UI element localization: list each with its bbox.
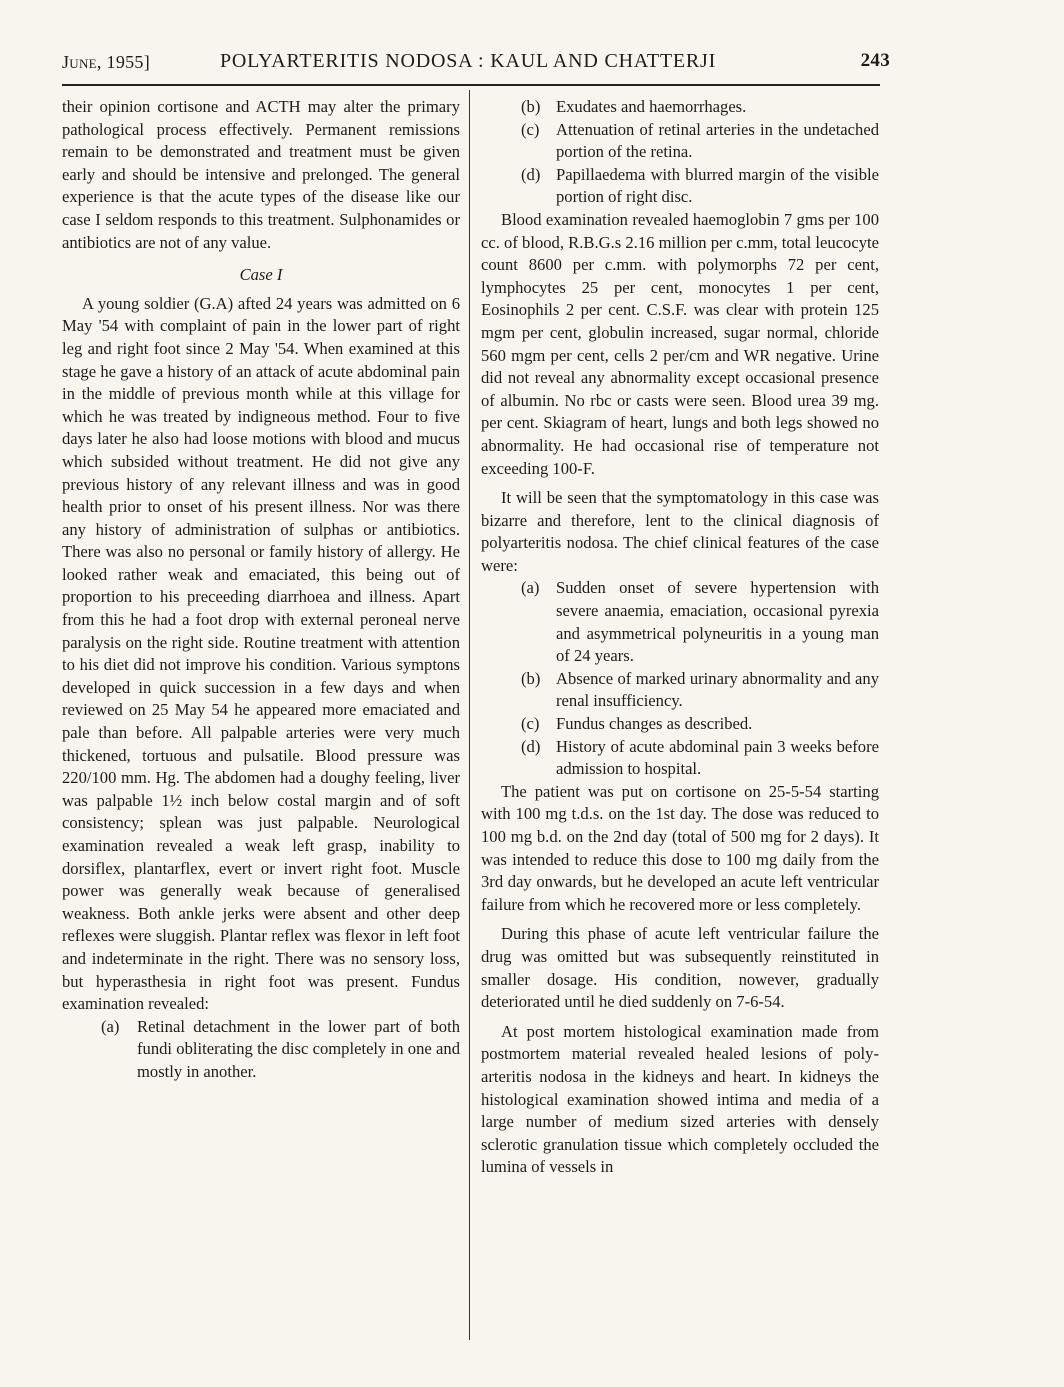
- list-item: [481, 736, 879, 781]
- list-item: [481, 119, 879, 164]
- post-mortem-paragraph: At post mortem histological examination made from postmortem material revealed healed lesions of poly-arteritis nodosa in the kidneys and heart. In kidneys the histological examination showed intima and media of a large number of medium sized arteries with densely sclerotic granulation tissue which completely occluded the lumina of vessels in: [481, 1021, 879, 1177]
- journal-date: June, 1955]: [62, 52, 151, 72]
- header-rule: [62, 84, 880, 86]
- list-text: Retinal detachment in the lower part of both fundi obliterating the disc completely in one and mostly in another.: [137, 1016, 460, 1081]
- list-item: [481, 164, 879, 209]
- list-item: [481, 668, 879, 713]
- list-marker: (d): [521, 736, 541, 756]
- symptomatology-paragraph: It will be seen that the symptomatology in this case was bizarre and therefore, lent to the clinical diagnosis of polyarteritis nodosa. The chief clinical features of the case were:: [481, 488, 879, 575]
- list-item: [481, 713, 879, 736]
- list-marker: (a): [521, 578, 540, 598]
- list-marker: (b): [521, 668, 541, 688]
- list-marker: (b): [521, 97, 541, 116]
- intro-paragraph: their opinion cortisone and ACTH may alter the primary pathological process effectively. Permanent remissions remain to be demonstrated and treatment must be given early and should be intensive and prelonged. The general experience is that the acute types of the disease like our case I seldom responds to this treatment. Sulphonamides or antibiotics are not of any value.: [62, 97, 460, 252]
- cortisone-paragraph: The patient was put on cortisone on 25-5-54 starting with 100 mg t.d.s. on the 1st day. The dose was reduced to 100 mg b.d. on the 2nd day (total of 500 mg for 2 days). It was intended to reduce this dose to 100 mg daily from the 3rd day onwards, but he developed an acute left ventricular failure from which he recovered more or less completely.: [481, 781, 879, 914]
- running-title: POLYARTERITIS NODOSA : KAUL AND CHATTERJI: [220, 50, 717, 72]
- running-header: [62, 48, 890, 76]
- failure-phase-paragraph: During this phase of acute left ventricular failure the drug was omitted but was subsequently reinstituted in smaller dosage. His condition, nowever, gradually deteriorated until he died suddenly on 7-6-54.: [481, 924, 879, 1012]
- list-marker: (a): [101, 1016, 120, 1036]
- column-divider: [469, 90, 470, 1340]
- page-number: 243: [860, 50, 890, 71]
- list-text: History of acute abdominal pain 3 weeks before admission to hospital.: [556, 736, 879, 779]
- list-text: Papillaedema with blurred margin of the visible portion of right disc.: [556, 164, 879, 207]
- blood-exam-paragraph: Blood examination revealed haemoglobin 7 gms per 100 cc. of blood, R.B.G.s 2.16 million per c.mm, total leucocyte count 8600 per c.mm. with polymorphs 72 per cent, lymphocytes 25 per cent, monocytes 1 per cent, Eosinophils 2 per cent. C.S.F. was clear with protein 125 mgm per cent, globulin increased, sugar normal, chloride 560 mgm per cent, cells 2 per/cm and WR negative. Urine did not reveal any abnormality except occasional presence of albumin. No rbc or casts were seen. Blood urea 39 mg. per cent. Skiagram of heart, lungs and both legs showed no abnormality. He had occasional rise of temperature not exceeding 100-F.: [481, 209, 879, 478]
- list-marker: (d): [521, 164, 541, 184]
- list-item: [481, 96, 879, 119]
- list-item: [481, 577, 879, 667]
- list-item: [62, 1016, 460, 1084]
- list-marker: (c): [521, 714, 540, 734]
- list-text: Fundus changes as described.: [556, 714, 753, 734]
- left-column: [62, 96, 460, 1084]
- case-body-paragraph: A young soldier (G.A) afted 24 years was admitted on 6 May '54 with complaint of pain in the lower part of right leg and right foot since 2 May '54. When examined at this stage he gave a history of an attack of acute abdominal pain in the middle of previous month while at this village for which he was treated by indigneous method. Four to five days later he also had loose motions with blood and mucus which subsided without treatment. He did not give any previous history of any relevant illness and was in good health prior to onset of his present illness. Nor was there any history of administration of sulphas or antibiotics. There was also no personal or family history of allergy. He looked rather weak and emaciated, this being out of proportion to his preceeding diarrhoea and illness. Apart from this he had a foot drop with external peroneal nerve paralysis on the right side. Routine treatment with attention to his diet did not improve his condition. Various symptons developed in quick succession in a few days and when reviewed on 25 May 54 he appeared more emaciated and pale than before. All palpable arteries were very much thickened, tortuous and pulsatile. Blood pressure was 220/100 mm. Hg. The abdomen had a doughy feeling, liver was palpable 1½ inch below costal margin and of soft consistency; splean was just palpable. Neurological examination revealed a weak left grasp, inability to dorsiflex, plantarflex, evert or invert right foot. Muscle power was generally weak because of generalised weakness. Both ankle jerks were absent and other deep reflexes were sluggish. Plantar reflex was flexor in left foot and indeterminate in the right. There was no sensory loss, but hyperasthesia in right foot was present. Fundus examination revealed:: [62, 293, 460, 1014]
- case-heading: Case I: [239, 265, 283, 285]
- list-text: Attenuation of retinal arteries in the undetached portion of the retina.: [556, 119, 879, 162]
- list-text: Absence of marked urinary abnormality and any renal insufficiency.: [556, 668, 879, 711]
- right-column: [481, 96, 879, 1179]
- list-text: Sudden onset of severe hypertension with severe anaemia, emaciation, occasional pyrexia and asymmetrical polyneuritis in a young man of 24 years.: [556, 578, 879, 666]
- list-text: Exudates and haemorrhages.: [556, 97, 747, 116]
- list-marker: (c): [521, 119, 540, 139]
